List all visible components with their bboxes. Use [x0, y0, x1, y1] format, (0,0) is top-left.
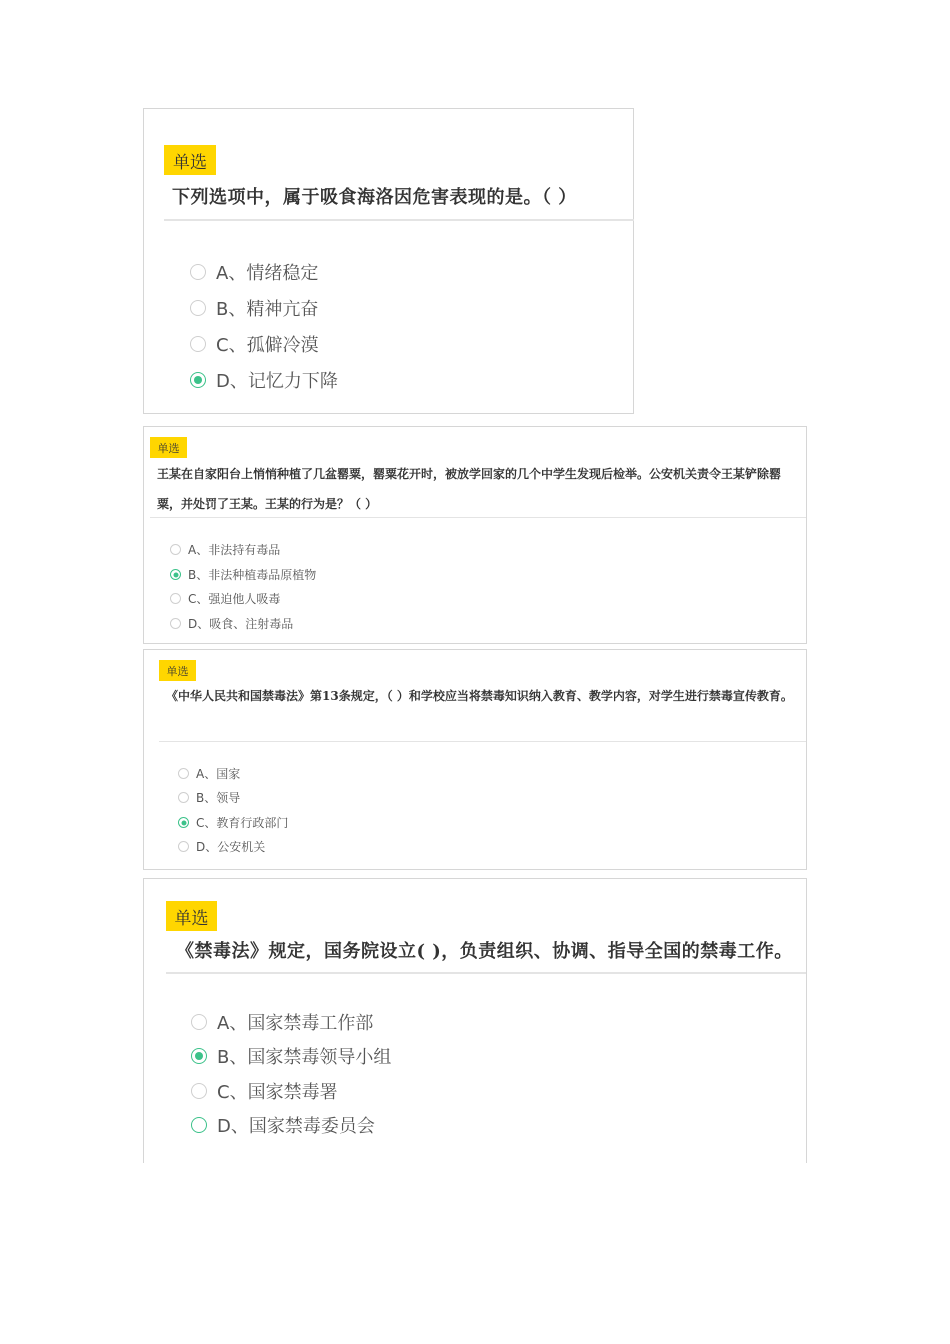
option-label: C、教育行政部门 [196, 816, 289, 830]
option-c[interactable] [190, 331, 319, 357]
option-label: C、强迫他人吸毒 [188, 592, 281, 606]
question-text: 下列选项中，属于吸食海洛因危害表现的是。（ ） [172, 187, 577, 208]
radio-icon[interactable] [178, 792, 189, 803]
option-a[interactable] [178, 765, 240, 782]
question-text: 《禁毒法》规定，国务院设立( )，负责组织、协调、指导全国的禁毒工作。 [176, 941, 793, 962]
radio-icon[interactable] [190, 336, 206, 352]
option-label: A、情绪稳定 [216, 263, 319, 284]
option-label: A、非法持有毒品 [188, 543, 281, 557]
option-label: B、非法种植毒品原植物 [188, 568, 317, 582]
option-c[interactable] [191, 1078, 338, 1104]
option-label: D、国家禁毒委员会 [217, 1116, 375, 1137]
single-choice-tag: 单选 [166, 901, 217, 931]
radio-icon[interactable] [190, 264, 206, 280]
option-label: B、国家禁毒领导小组 [217, 1047, 392, 1068]
single-choice-tag: 单选 [150, 437, 187, 458]
radio-icon[interactable] [170, 544, 181, 555]
divider [166, 972, 806, 974]
radio-checked-icon[interactable] [191, 1048, 207, 1064]
radio-icon[interactable] [191, 1083, 207, 1099]
option-label: C、孤僻冷漠 [216, 335, 319, 356]
divider [164, 219, 634, 221]
option-d[interactable] [191, 1112, 375, 1138]
option-d[interactable] [190, 367, 338, 393]
option-b[interactable] [190, 295, 318, 321]
question-card-2 [143, 426, 807, 644]
option-d[interactable] [170, 615, 293, 632]
single-choice-tag: 单选 [159, 660, 196, 681]
option-b[interactable] [170, 566, 316, 583]
option-a[interactable] [190, 259, 318, 285]
option-a[interactable] [170, 541, 280, 558]
option-label: D、记忆力下降 [216, 371, 338, 392]
question-text: 王某在自家阳台上悄悄种植了几盆罂粟，罂粟花开时，被放学回家的几个中学生发现后检举。公安机关责令王某铲除罂粟，并处罚了王某。王某的行为是？（ ） [157, 467, 782, 511]
option-b[interactable] [191, 1043, 391, 1069]
option-c[interactable] [170, 590, 280, 607]
option-a[interactable] [191, 1009, 373, 1035]
single-choice-tag: 单选 [164, 145, 216, 175]
radio-icon[interactable] [190, 300, 206, 316]
radio-hover-icon[interactable] [191, 1117, 207, 1133]
radio-icon[interactable] [170, 618, 181, 629]
radio-icon[interactable] [191, 1014, 207, 1030]
option-label: A、国家禁毒工作部 [217, 1013, 374, 1034]
option-d[interactable] [178, 838, 265, 855]
radio-icon[interactable] [170, 593, 181, 604]
option-label: D、吸食、注射毒品 [188, 617, 294, 631]
radio-checked-icon[interactable] [190, 372, 206, 388]
option-label: C、国家禁毒署 [217, 1082, 338, 1103]
question-card-1 [143, 108, 634, 414]
option-b[interactable] [178, 789, 240, 806]
divider [150, 517, 806, 518]
option-label: B、精神亢奋 [216, 299, 319, 320]
option-label: A、国家 [196, 767, 241, 781]
question-card-3 [143, 649, 807, 870]
radio-checked-icon[interactable] [170, 569, 181, 580]
divider [159, 741, 806, 742]
option-label: D、公安机关 [196, 840, 266, 854]
question-text: 《中华人民共和国禁毒法》第13条规定，（ ）和学校应当将禁毒知识纳入教育、教学内容，对学生进行禁毒宣传教育。 [166, 689, 793, 703]
radio-checked-icon[interactable] [178, 817, 189, 828]
option-c[interactable] [178, 814, 288, 831]
option-label: B、领导 [196, 791, 241, 805]
radio-icon[interactable] [178, 841, 189, 852]
radio-icon[interactable] [178, 768, 189, 779]
question-card-4 [143, 878, 807, 1163]
